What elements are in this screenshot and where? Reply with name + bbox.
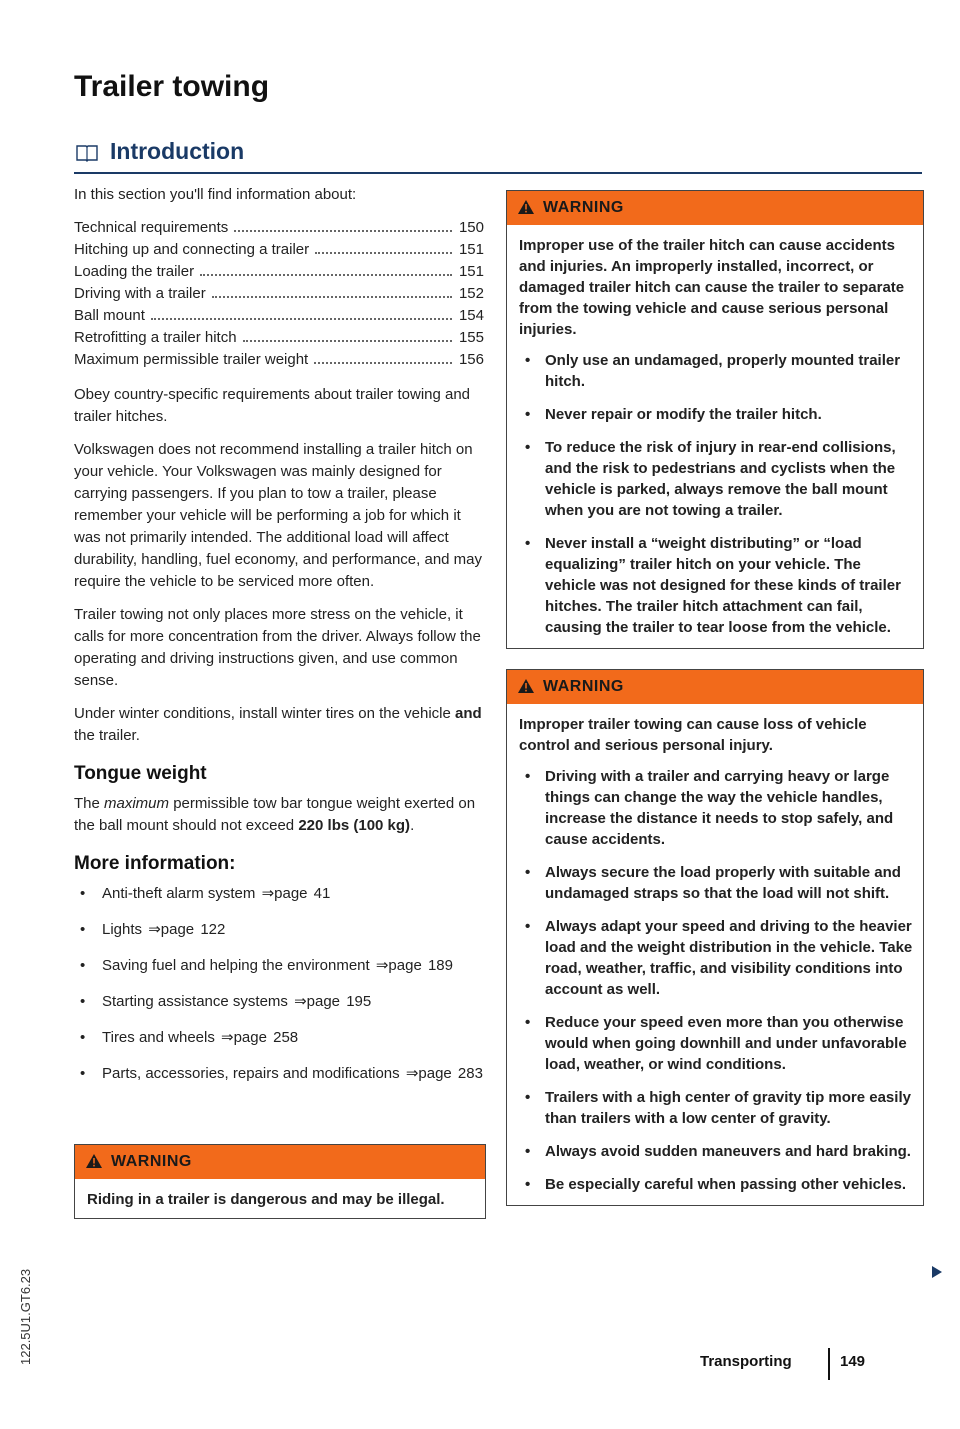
section-header [74,136,922,174]
paragraph: Trailer towing not only places more stress on the vehicle, it calls for more concentration from the driver. Always follow the operating and driving instructions given, and use common sense. [74,606,481,689]
warning-box-towing [506,669,924,1206]
toc-label: Driving with a trailer [74,285,206,302]
section-title: Introduction [110,138,245,164]
toc-item[interactable] [74,217,484,239]
page-title: Trailer towing [74,70,270,103]
warning-title: WARNING [543,199,624,216]
warning-header [507,670,923,704]
document-code: 122.5U1.GT6.23 [18,1268,33,1365]
left-column [74,184,484,1099]
toc-label: Technical requirements [74,219,229,236]
list-item: • Always secure the load properly with suitable and undamaged straps so that the load will not shift. [519,862,913,904]
list-item: • To reduce the risk of injury in rear-end collisions, and the risk to pedestrians and cyclists when the vehicle is parked, always remove the ball mount when you are not towing a trailer. [519,437,913,521]
warning-list [519,350,913,638]
page-link[interactable]: ⇒page [405,1065,452,1082]
toc-label: Hitching up and connecting a trailer [74,241,310,258]
warning-triangle-icon [517,678,535,694]
continue-arrow-icon [932,1266,942,1278]
list-item: • Saving fuel and helping the environment ⇒page 189 [74,955,484,977]
warning-box-trailer-hitch [506,190,924,649]
list-item: • Only use an undamaged, properly mounted trailer hitch. [519,350,913,392]
toc-item[interactable] [74,305,484,327]
toc-page: 156 [458,351,484,368]
warning-list [519,766,913,1195]
list-item: • Trailers with a high center of gravity tip more easily than trailers with a low center of gravity. [519,1087,913,1129]
list-item: • Never install a “weight distributing” or “load equalizing” trailer hitch on your vehicle. The vehicle was not designed for these kinds of trailer hitches. The trailer hitch attachment can fail, causing the trailer to tear loose from the vehicle. [519,533,913,638]
list-item: • Reduce your speed even more than you otherwise would when going downhill and under unfavorable load, weather, or wind conditions. [519,1012,913,1075]
tongue-weight-heading: Tongue weight [74,763,207,784]
footer-section-name: Transporting [700,1353,792,1370]
warning-title: WARNING [111,1153,192,1170]
tongue-weight-limit: 220 lbs (100 kg) [298,817,411,834]
page-link[interactable]: ⇒page [294,993,341,1010]
right-column [506,190,924,1206]
toc-page: 151 [458,263,484,280]
list-item: • Tires and wheels ⇒page 258 [74,1027,484,1049]
paragraph: Volkswagen does not recommend installing a trailer hitch on your vehicle. Your Volkswagen was mainly designed for carrying passengers. If you plan to tow a trailer, please remember your vehicle will be performing a job for which it was not primarily intended. The additional load will affect durability, handling, fuel economy, and performance, and may require the vehicle to be serviced more often. [74,441,483,590]
warning-body [507,704,923,1205]
warning-text: Riding in a trailer is dangerous and may be illegal. [87,1191,445,1208]
intro-lead: In this section you'll find information about: [74,186,357,203]
toc-page: 151 [458,241,484,258]
toc-label: Retrofitting a trailer hitch [74,329,237,346]
warning-title: WARNING [543,678,624,695]
tongue-weight-text: The maximum permissible tow bar tongue weight exerted on the ball mount should not exceed 220 lbs (100 kg). [74,795,476,834]
page-number: 149 [840,1353,866,1370]
warning-lead: Improper trailer towing can cause loss of vehicle control and serious personal injury. [519,716,867,754]
toc-item[interactable] [74,327,484,349]
list-item: • Starting assistance systems ⇒page 195 [74,991,484,1013]
book-icon [76,144,98,162]
list-item: • Never repair or modify the trailer hitch. [519,404,913,425]
warning-body [507,225,923,648]
list-item: • Always adapt your speed and driving to the heavier load and the weight distribution in the vehicle. Take road, weather, traffic, and visibility conditions into account as well. [519,916,913,1000]
paragraph: Obey country-specific requirements about trailer towing and trailer hitches. [74,386,471,425]
page-link[interactable]: ⇒page [375,957,422,974]
footer-divider [828,1348,830,1380]
toc-label: Ball mount [74,307,145,324]
toc-page: 155 [458,329,484,346]
warning-triangle-icon [85,1153,103,1169]
page-link[interactable]: ⇒page [148,921,195,938]
warning-body [75,1179,485,1218]
toc-item[interactable] [74,261,484,283]
toc-label: Maximum permissible trailer weight [74,351,309,368]
list-item: • Parts, accessories, repairs and modifications ⇒page 283 [74,1063,484,1085]
page-link[interactable]: ⇒page [221,1029,267,1046]
warning-triangle-icon [517,199,535,215]
page-link[interactable]: ⇒page [261,885,308,902]
list-item: • Be especially careful when passing other vehicles. [519,1174,913,1195]
warning-box-riding [74,1144,486,1219]
warning-header [507,191,923,225]
winter-paragraph: Under winter conditions, install winter tires on the vehicle and the trailer. [74,705,482,744]
toc-page: 154 [458,307,484,324]
more-info-heading: More information: [74,853,236,874]
warning-header [75,1145,485,1179]
more-info-list [74,883,484,1085]
toc-page: 150 [458,219,484,236]
toc-label: Loading the trailer [74,263,195,280]
toc-page: 152 [458,285,484,302]
list-item: • Driving with a trailer and carrying heavy or large things can change the way the vehicle handles, increase the distance it needs to stop safely, and cause accidents. [519,766,913,850]
warning-lead: Improper use of the trailer hitch can cause accidents and injuries. An improperly installed, incorrect, or damaged trailer hitch can cause the trailer to separate from the towing vehicle and cause serious personal injuries. [519,237,905,338]
toc-list [74,217,484,371]
list-item: • Always avoid sudden maneuvers and hard braking. [519,1141,913,1162]
toc-item[interactable] [74,283,484,305]
list-item: • Lights ⇒page 122 [74,919,484,941]
toc-item[interactable] [74,349,484,371]
toc-item[interactable] [74,239,484,261]
list-item: • Anti-theft alarm system ⇒page 41 [74,883,484,905]
